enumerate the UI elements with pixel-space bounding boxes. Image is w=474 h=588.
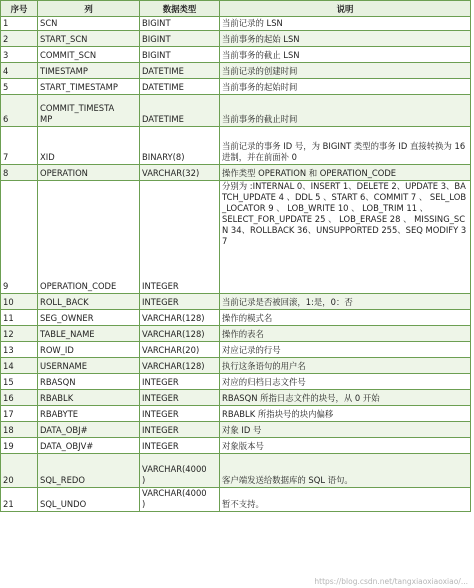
data-type: VARCHAR(32) [140,165,220,181]
description: 操作的模式名 [220,310,471,326]
data-type: VARCHAR(20) [140,342,220,358]
column-name: TABLE_NAME [38,326,140,342]
description: 当前事务的起始 LSN [220,31,471,47]
column-name: COMMIT_SCN [38,47,140,63]
column-name: SCN [38,17,140,31]
table-row [1,374,471,390]
row-index: 9 [1,181,38,294]
data-type: BINARY(8) [140,127,220,165]
column-name: XID [38,127,140,165]
row-index: 18 [1,422,38,438]
row-index: 4 [1,63,38,79]
column-name: TIMESTAMP [38,63,140,79]
row-index: 1 [1,17,38,31]
column-name: OPERATION_CODE [38,181,140,294]
row-index: 2 [1,31,38,47]
data-type: VARCHAR(128) [140,358,220,374]
data-type: BIGINT [140,47,220,63]
data-type: VARCHAR(4000 ) [140,488,220,512]
data-type: VARCHAR(4000 ) [140,454,220,488]
data-type: VARCHAR(128) [140,326,220,342]
column-name: RBASQN [38,374,140,390]
table-row [1,17,471,31]
description: RBABLK 所指块号的块内偏移 [220,406,471,422]
data-type: BIGINT [140,17,220,31]
row-index: 7 [1,127,38,165]
table-row [1,95,471,127]
header-description: 说明 [220,1,471,17]
data-type: BIGINT [140,31,220,47]
description: 对应的归档日志文件号 [220,374,471,390]
column-name: SQL_REDO [38,454,140,488]
data-type: DATETIME [140,63,220,79]
description: 当前事务的截止 LSN [220,47,471,63]
column-name: RBABYTE [38,406,140,422]
row-index: 20 [1,454,38,488]
row-index: 11 [1,310,38,326]
description: RBASQN 所指日志文件的块号，从 0 开始 [220,390,471,406]
column-name: RBABLK [38,390,140,406]
row-index: 19 [1,438,38,454]
header-datatype: 数据类型 [140,1,220,17]
description: 暂不支持。 [220,488,471,512]
data-type: INTEGER [140,294,220,310]
row-index: 14 [1,358,38,374]
description: 对应记录的行号 [220,342,471,358]
table-row [1,63,471,79]
data-type: VARCHAR(128) [140,310,220,326]
column-name: START_TIMESTAMP [38,79,140,95]
table-row [1,310,471,326]
row-index: 5 [1,79,38,95]
description: 分别为 :INTERNAL 0、INSERT 1、DELETE 2、UPDATE 3、BATCH_UPDATE 4 、DDL 5 、START 6、COMMIT 7 、 SEL_LOB_LOCATOR 9 、 LOB_WRITE 10 、 LOB_TRIM 11 、 SELECT_FOR_UPDATE 25 、 LOB_ERASE 28 、 MISSING_SCN 34、ROLLBACK 36、UNSUPPORTED 255、SEQ MODIFY 37 [220,181,471,294]
table-row [1,165,471,181]
description: 操作类型 OPERATION 和 OPERATION_CODE [220,165,471,181]
description: 当前事务的截止时间 [220,95,471,127]
data-type: DATETIME [140,79,220,95]
column-name: ROW_ID [38,342,140,358]
row-index: 3 [1,47,38,63]
header-index: 序号 [1,1,38,17]
table-row [1,127,471,165]
row-index: 21 [1,488,38,512]
header-row [1,1,471,17]
data-type: INTEGER [140,390,220,406]
column-name: USERNAME [38,358,140,374]
description: 执行这条语句的用户名 [220,358,471,374]
table-row [1,406,471,422]
row-index: 10 [1,294,38,310]
table-row [1,342,471,358]
table-row [1,79,471,95]
row-index: 17 [1,406,38,422]
description: 当前记录的事务 ID 号，为 BIGINT 类型的事务 ID 直接转换为 16 进制，并在前面补 0 [220,127,471,165]
table-row [1,488,471,512]
table-row [1,326,471,342]
data-type: INTEGER [140,374,220,390]
table-row [1,390,471,406]
table-row [1,294,471,310]
column-name: OPERATION [38,165,140,181]
data-type: INTEGER [140,438,220,454]
data-type: INTEGER [140,422,220,438]
description: 当前记录是否被回滚，1:是，0：否 [220,294,471,310]
column-name: DATA_OBJV# [38,438,140,454]
row-index: 8 [1,165,38,181]
table-row [1,47,471,63]
row-index: 6 [1,95,38,127]
description: 当前事务的起始时间 [220,79,471,95]
row-index: 13 [1,342,38,358]
description: 客户端发送给数据库的 SQL 语句。 [220,454,471,488]
column-name: START_SCN [38,31,140,47]
row-index: 16 [1,390,38,406]
description: 对象版本号 [220,438,471,454]
table-row [1,358,471,374]
table-row [1,31,471,47]
column-name: SEG_OWNER [38,310,140,326]
table-row [1,181,471,294]
row-index: 15 [1,374,38,390]
table-row [1,422,471,438]
data-type: INTEGER [140,406,220,422]
description: 当前记录的创建时间 [220,63,471,79]
header-column: 列 [38,1,140,17]
column-name: COMMIT_TIMESTA MP [38,95,140,127]
data-type: INTEGER [140,181,220,294]
data-type: DATETIME [140,95,220,127]
column-name: SQL_UNDO [38,488,140,512]
table-row [1,454,471,488]
description: 当前记录的 LSN [220,17,471,31]
column-name: DATA_OBJ# [38,422,140,438]
row-index: 12 [1,326,38,342]
column-name: ROLL_BACK [38,294,140,310]
watermark: https://blog.csdn.net/tangxiaoxiaoxiao/... [314,577,468,586]
description: 对象 ID 号 [220,422,471,438]
table-row [1,438,471,454]
description: 操作的表名 [220,326,471,342]
